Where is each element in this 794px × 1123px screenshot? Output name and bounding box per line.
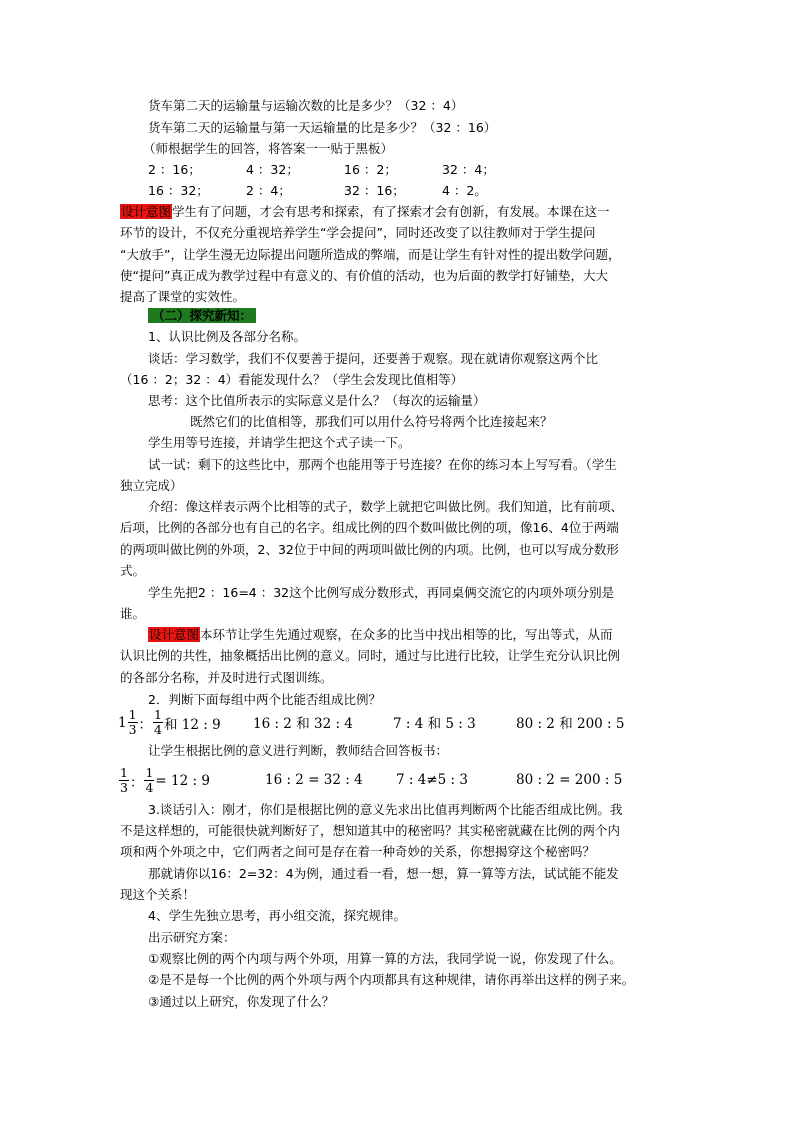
expression: 16 : 2 = 32 : 4 <box>265 772 363 788</box>
text-line: 后项，比例的各部分也有自己的名字。组成比例的四个数叫做比例的项，像16、4位于两端 <box>120 520 619 535</box>
text-line: 介绍：像这样表示两个比相等的式子，数学上就把它叫做比例。我们知道，比有前项、 <box>148 499 624 514</box>
whole-number: 1 <box>118 714 127 731</box>
text-line: 试一试：剩下的这些比中，那两个也能用等于号连接？在你的练习本上写写看。（学生 <box>148 457 617 472</box>
design-intent-paragraph <box>148 625 613 644</box>
section-heading-label: （二）探究新知： <box>148 308 256 323</box>
text-line: 不是这样想的，可能很快就判断好了，想知道其中的秘密吗？其实秘密就藏在比例的两个内 <box>120 823 621 838</box>
denominator: 3 <box>128 722 137 737</box>
expression: 7 : 4 和 5 : 3 <box>393 716 476 732</box>
text-line: 使“提问”真正成为教学过程中有意义的、有价值的活动，也为后面的教学打好铺垫，大大 <box>120 268 608 283</box>
list-item: ③通过以上研究，你发现了什么？ <box>148 994 335 1009</box>
text-line: 项和两个外项之中，它们两者之间可是存在着一种奇妙的关系，你想揭穿这个秘密吗？ <box>120 844 596 859</box>
text-line: 既然它们的比值相等，那我们可以用什么符号将两个比连接起来？ <box>190 414 553 429</box>
text-span: 本环节让学生先通过观察，在众多的比当中找出相等的比，写出等式，从而 <box>200 627 613 642</box>
ratio: 16 ：32； <box>148 183 209 198</box>
text-line: 认识比例的共性，抽象概括出比例的意义。同时，通过与比进行比较，让学生充分认识比例 <box>120 648 621 663</box>
list-item: ②是不是每一个比例的两个外项与两个内项都具有这种规律，请你再举出这样的例子来。 <box>148 972 635 987</box>
ratio: 4 ：32； <box>246 162 299 177</box>
ratio: 32 ：16； <box>344 183 405 198</box>
text-line: 提高了课堂的实效性。 <box>120 289 246 304</box>
text-line: 独立完成） <box>120 478 183 493</box>
colon: ： <box>129 774 144 791</box>
denominator: 3 <box>120 780 128 795</box>
numerator: 1 <box>154 707 162 722</box>
denominator: 4 <box>145 780 154 795</box>
text-line: 的两项叫做比例的外项，2、32位于中间的两项叫做比例的内项。比例，也可以写成分数形 <box>120 542 619 557</box>
text-line: 学生先把2 ：16=4 ：32这个比例写成分数形式，再同桌俩交流它的内项外项分别是 <box>148 585 615 600</box>
ratio: 2 ：16； <box>148 162 201 177</box>
text-line: 4、学生先独立思考，再小组交流，探究规律。 <box>148 908 406 923</box>
ratio: 2 ：4； <box>246 183 291 198</box>
text-line: 2．判断下面每组中两个比能否组成比例？ <box>148 692 381 707</box>
mixed-fraction-expression <box>118 708 221 737</box>
ratio-row-2 <box>148 181 522 199</box>
text-line: “大放手”，让学生漫无边际提出问题所造成的弊端，而是让学生有针对性的提出数学问题， <box>120 247 621 262</box>
numerator: 1 <box>128 707 137 722</box>
text-line: 谈话：学习数学，我们不仅要善于提问，还要善于观察。现在就请你观察这两个比 <box>148 351 599 366</box>
text-line: （师根据学生的回答，将答案一一贴于黑板） <box>143 141 394 156</box>
expression-text: 和 12 : 9 <box>164 716 221 733</box>
text-line: 的各部分名称，并及时进行式图训练。 <box>120 670 333 685</box>
text-line: 3.谈话引入：刚才，你们是根据比例的意义先求出比值再判断两个比能否组成比例。我 <box>148 802 623 817</box>
numerator: 1 <box>120 765 128 780</box>
expression: 7 : 4≠5 : 3 <box>396 772 468 788</box>
denominator: 4 <box>154 722 162 737</box>
fraction <box>128 708 138 737</box>
text-line: 思考：这个比值所表示的实际意义是什么？（每次的运输量） <box>148 393 486 408</box>
text-line: 1、认识比例及各部分名称。 <box>148 329 306 344</box>
text-line: 让学生根据比例的意义进行判断，教师结合回答板书： <box>148 743 449 758</box>
design-intent-tag: 设计意图 <box>149 627 200 642</box>
fraction <box>153 708 163 737</box>
expression: 80 : 2 = 200 : 5 <box>516 772 623 788</box>
section-heading <box>148 306 256 325</box>
expression: 16 : 2 和 32 : 4 <box>253 716 353 732</box>
text-line: 货车第二天的运输量与运输次数的比是多少？（32 ：4） <box>148 98 464 113</box>
ratio-row-1 <box>148 160 522 178</box>
ratio: 16 ：2； <box>344 162 397 177</box>
fraction <box>144 766 154 795</box>
text-line: （16 ：2；32 ：4）看能发现什么？（学生会发现比值相等） <box>120 372 464 387</box>
text-line: 谁。 <box>120 606 146 621</box>
text-line: 货车第二天的运输量与第一天运输量的比是多少？（32 ：16） <box>148 120 497 135</box>
text-line: 学生用等号连接，并请学生把这个式子读一下。 <box>148 435 411 450</box>
numerator: 1 <box>145 765 154 780</box>
fraction <box>119 766 129 795</box>
ratio: 32 ：4； <box>442 162 495 177</box>
design-intent-tag: 设计意图 <box>121 204 172 219</box>
text-span: 学生有了问题，才会有思考和探索，有了探索才会有创新，有发展。本课在这一 <box>172 204 610 219</box>
text-line: 式。 <box>120 563 146 578</box>
design-intent-paragraph <box>120 202 610 221</box>
expression-text: = 12 : 9 <box>155 772 210 789</box>
text-line: 环节的设计，不仅充分重视培养学生“学会提问”，同时还改变了以往教师对于学生提问 <box>120 225 596 240</box>
text-line: 那就请你以16：2=32：4为例，通过看一看，想一想，算一算等方法，试试能不能发 <box>148 866 619 881</box>
ratio: 4 ：2。 <box>442 183 487 198</box>
list-item: ①观察比例的两个内项与两个外项，用算一算的方法，我同学说一说，你发现了什么。 <box>148 951 622 966</box>
colon: ： <box>138 716 153 733</box>
fraction-expression <box>118 766 210 795</box>
text-line: 出示研究方案： <box>148 930 236 945</box>
expression: 80 : 2 和 200 : 5 <box>516 716 625 732</box>
text-line: 现这个关系！ <box>120 887 196 902</box>
